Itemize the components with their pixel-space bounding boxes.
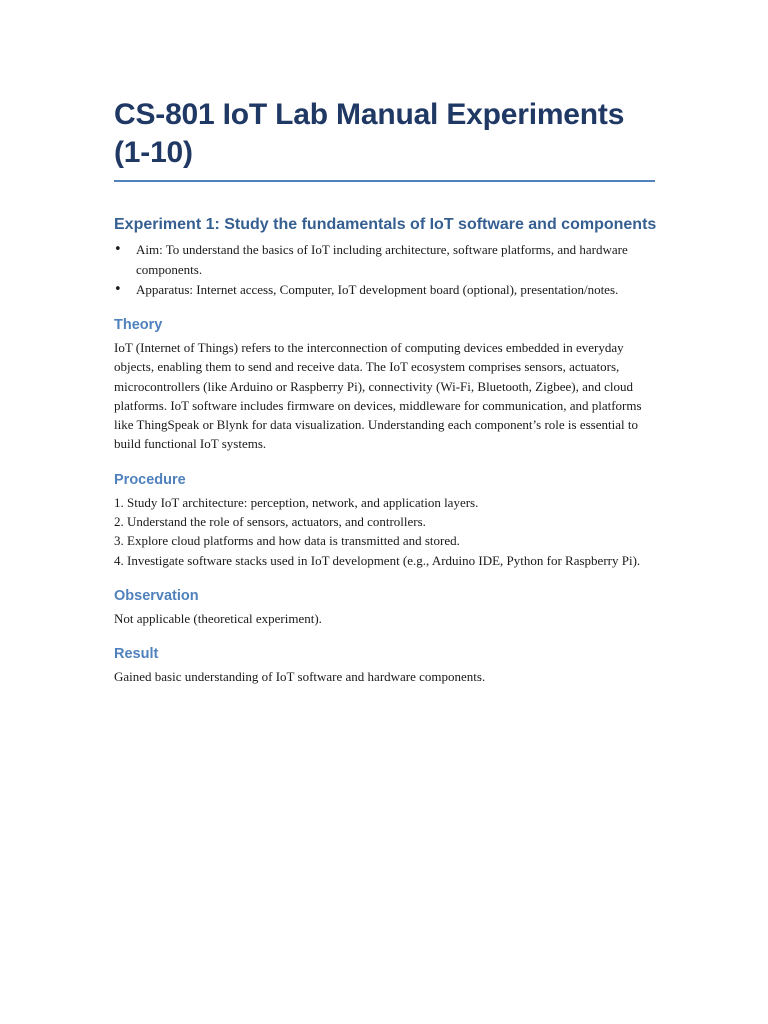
procedure-step-2: 2. Understand the role of sensors, actuators, and controllers.: [114, 514, 426, 530]
document-page: [114, 96, 657, 687]
observation-text: Not applicable (theoretical experiment).: [114, 610, 322, 626]
bullet-icon: •: [114, 281, 122, 297]
experiment-bullet-list: [114, 240, 654, 299]
procedure-step-3: 3. Explore cloud platforms and how data is transmitted and stored.: [114, 533, 460, 549]
procedure-list: [114, 493, 654, 570]
aim-text: Aim: To understand the basics of IoT including architecture, software platforms, and hardware components.: [136, 242, 628, 277]
result-text: Gained basic understanding of IoT software and hardware components.: [114, 669, 486, 685]
bullet-icon: •: [114, 242, 122, 257]
procedure-step-1: 1. Study IoT architecture: perception, network, and application layers.: [114, 494, 479, 510]
theory-text: IoT (Internet of Things) refers to the interconnection of computing devices embedded in everyday objects, enabling them to send and receive data. The IoT ecosystem comprises sensors, actuators, microcontrollers (like Arduino or Raspberry Pi), connectivity (Wi-Fi, Bluetooth, Zigbee), and cloud platforms. IoT software includes firmware on devices, middleware for communication, and platforms like ThingSpeak or Blynk for data visualization. Understanding each component’s role is essential to build functional IoT systems.: [114, 340, 642, 452]
document-title: CS-801 IoT Lab Manual Experiments (1-10): [114, 96, 655, 182]
experiment-heading: Experiment 1: Study the fundamentals of IoT software and components: [114, 216, 657, 233]
procedure-heading: Procedure: [114, 471, 186, 488]
theory-heading: Theory: [114, 317, 163, 333]
result-heading: Result: [114, 646, 159, 663]
apparatus-text: Apparatus: Internet access, Computer, IoT development board (optional), presentation/notes.: [136, 281, 619, 297]
apparatus-bullet: [114, 280, 654, 300]
procedure-step-4: 4. Investigate software stacks used in IoT development (e.g., Arduino IDE, Python for Raspberry Pi).: [114, 552, 641, 568]
aim-bullet: [114, 240, 654, 279]
observation-heading: Observation: [114, 587, 199, 604]
